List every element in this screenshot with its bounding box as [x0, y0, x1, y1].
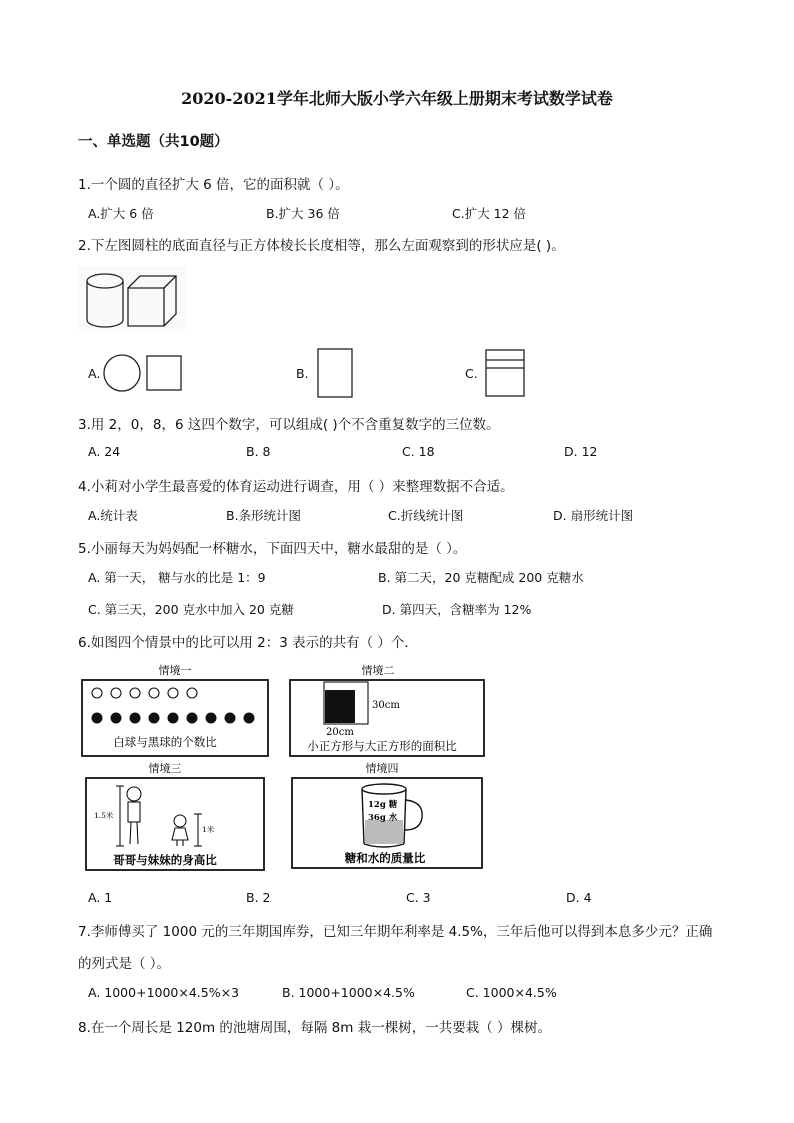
question-5-option-d: D. 第四天，含糖率为 12%	[382, 602, 532, 617]
scenario-2-caption: 小正方形与大正方形的面积比	[307, 739, 457, 753]
question-4-option-a: A.统计表	[88, 508, 138, 523]
water-level	[365, 820, 403, 844]
question-5-option-c: C. 第三天，200 克水中加入 20 克糖	[88, 602, 294, 617]
scenario-2-figure	[288, 662, 486, 758]
option-a-figure	[100, 348, 192, 398]
scenario-4-sugar-label: 12g 糖	[368, 800, 398, 810]
scenario-3-title: 情境三	[148, 762, 182, 775]
question-2-option-a: A.	[88, 366, 101, 381]
scenario-3-height-2: 1米	[202, 825, 215, 834]
scenario-2-side-label: 30cm	[372, 700, 400, 711]
black-balls	[92, 713, 255, 724]
question-4-stem: 4.小莉对小学生最喜爱的体育运动进行调查，用（ ）来整理数据不合适。	[78, 479, 514, 495]
question-5-option-a: A. 第一天， 糖与水的比是 1：9	[88, 570, 266, 585]
question-7-option-c: C. 1000×4.5%	[466, 985, 557, 1000]
white-balls	[92, 688, 197, 698]
question-1-option-b: B.扩大 36 倍	[266, 206, 340, 221]
question-6-option-a: A. 1	[88, 890, 113, 905]
question-7-stem-line-2: 的列式是（ ）。	[78, 956, 171, 972]
question-7-option-b: B. 1000+1000×4.5%	[282, 985, 415, 1000]
scenario-1-caption: 白球与黑球的个数比	[113, 735, 217, 749]
question-2-option-c: C.	[465, 366, 478, 381]
scenario-4-title: 情境四	[365, 762, 399, 775]
question-5-stem: 5.小丽每天为妈妈配一杯糖水，下面四天中，糖水最甜的是（ ）。	[78, 541, 467, 557]
question-7-option-a: A. 1000+1000×4.5%×3	[88, 985, 240, 1000]
question-6-option-b: B. 2	[246, 890, 271, 905]
scenario-1-title: 情境一	[158, 664, 192, 677]
cylinder-cube-figure	[78, 266, 186, 332]
page-title: 2020-2021学年北师大版小学六年级上册期末考试数学试卷	[181, 89, 613, 108]
question-6-option-c: C. 3	[406, 890, 431, 905]
option-b-figure	[310, 344, 360, 402]
question-2-stem: 2.下左图圆柱的底面直径与正方体棱长长度相等，那么左面观察到的形状应是( )。	[78, 238, 565, 254]
scenario-1-figure	[80, 662, 270, 758]
question-6-stem: 6.如图四个情景中的比可以用 2：3 表示的共有（ ）个．	[78, 635, 418, 651]
scenario-3-figure	[80, 758, 270, 872]
sister-figure	[172, 814, 202, 846]
scenario-4-caption: 糖和水的质量比	[344, 851, 426, 865]
question-1-option-c: C.扩大 12 倍	[452, 206, 527, 221]
scenario-4-water-label: 36g 水	[368, 813, 398, 823]
question-3-option-b: B. 8	[246, 444, 271, 459]
section-heading: 一、单选题（共10题）	[78, 134, 229, 150]
option-c-figure	[478, 342, 534, 402]
question-3-stem: 3.用 2，0，8，6 这四个数字，可以组成( )个不含重复数字的三位数。	[78, 417, 500, 433]
question-4-option-c: C.折线统计图	[388, 508, 464, 523]
question-6-option-d: D. 4	[566, 890, 592, 905]
question-1-stem: 1.一个圆的直径扩大 6 倍，它的面积就（ ）。	[78, 177, 349, 193]
scenario-2-bottom-label: 20cm	[326, 727, 354, 738]
scenario-3-caption: 哥哥与妹妹的身高比	[113, 853, 217, 867]
question-8-stem: 8.在一个周长是 120m 的池塘周围，每隔 8m 栽一棵树，一共要栽（ ）棵树。	[78, 1020, 551, 1036]
question-4-option-d: D. 扇形统计图	[553, 508, 634, 523]
question-3-option-d: D. 12	[564, 444, 598, 459]
scenario-3-height-1: 1.5米	[94, 811, 114, 820]
question-2-option-b: B.	[296, 366, 309, 381]
scenario-2-title: 情境二	[361, 664, 395, 677]
question-4-option-b: B.条形统计图	[226, 508, 302, 523]
question-1-option-a: A.扩大 6 倍	[88, 206, 154, 221]
question-5-option-b: B. 第二天，20 克糖配成 200 克糖水	[378, 570, 584, 585]
question-3-option-a: A. 24	[88, 444, 121, 459]
scenario-4-figure	[288, 758, 486, 872]
brother-figure	[116, 786, 141, 846]
question-3-option-c: C. 18	[402, 444, 435, 459]
question-7-stem-line-1: 7.李师傅买了 1000 元的三年期国库券，已知三年期年利率是 4.5%，三年后他可以得到本息多少元？正确	[78, 924, 713, 940]
